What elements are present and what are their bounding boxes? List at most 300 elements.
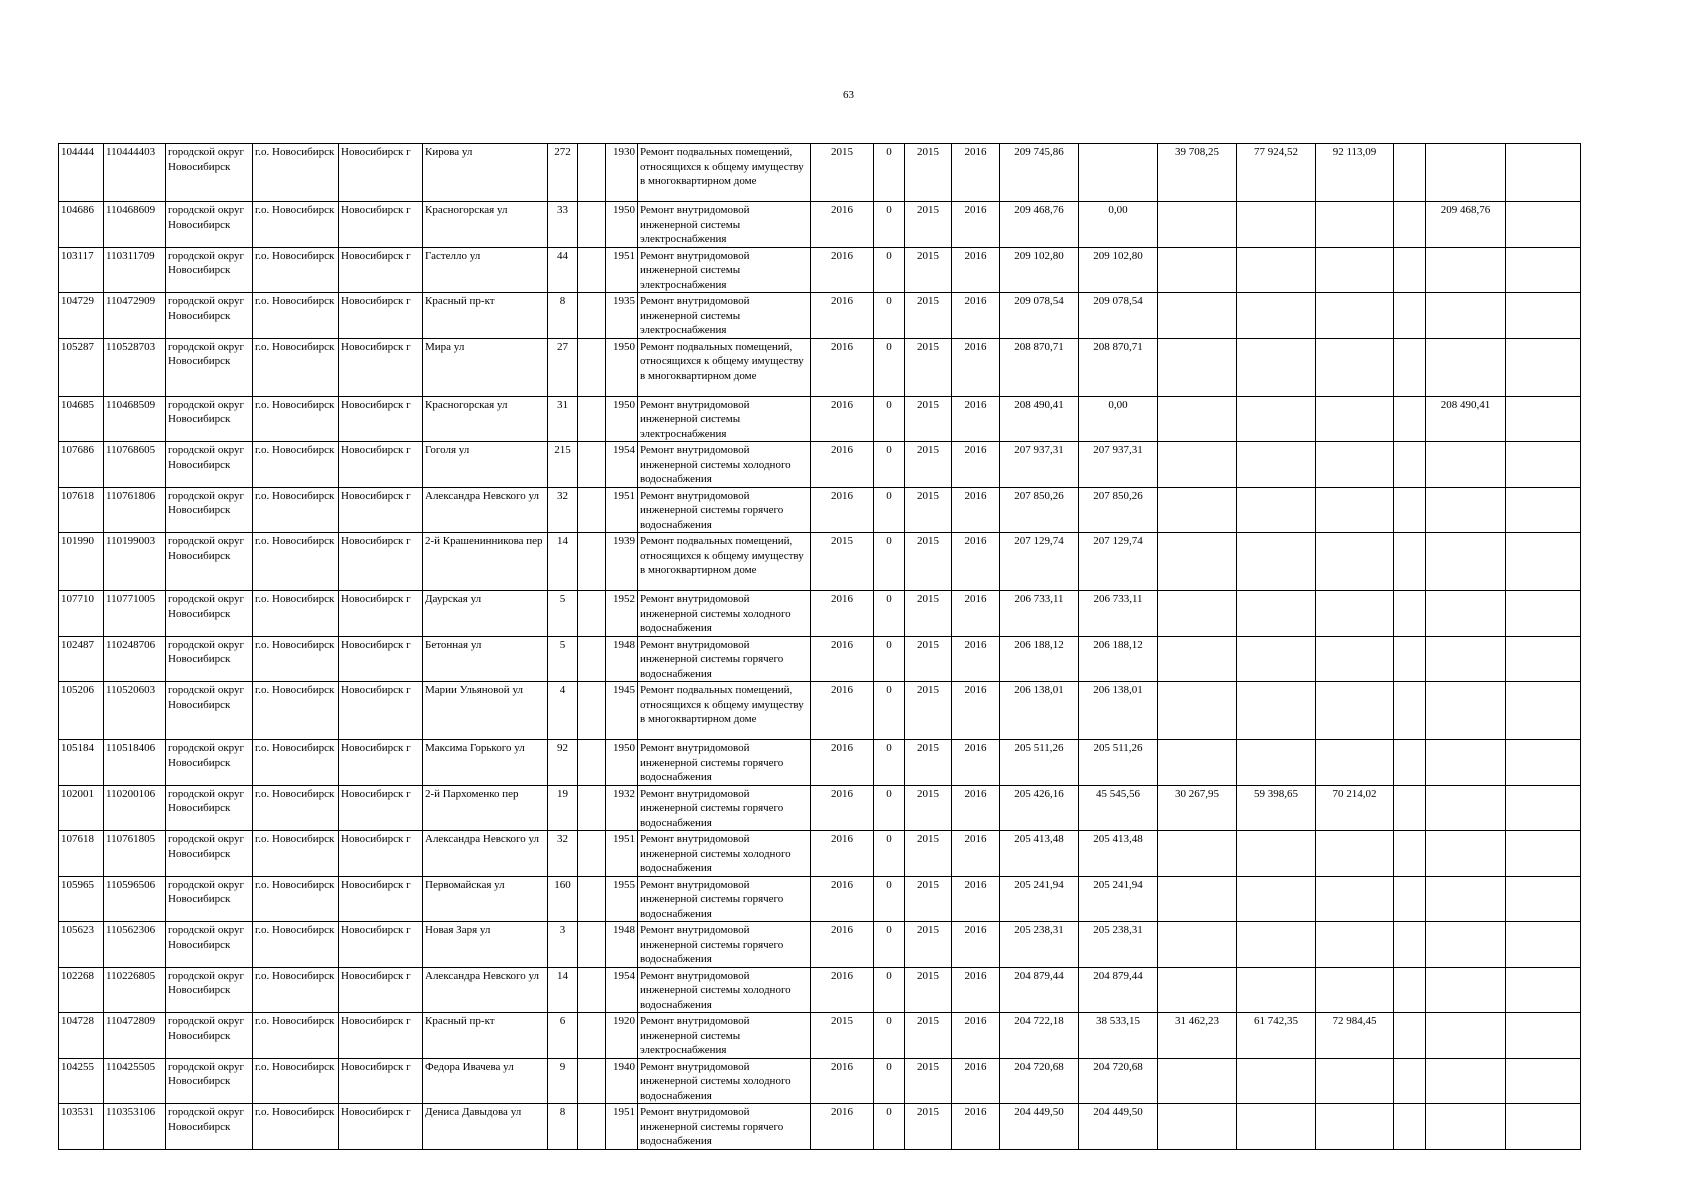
cell-municipal-district: городской округ Новосибирск [166, 591, 253, 637]
cell-house-code: 110468609 [104, 202, 166, 248]
cell-municipality: г.о. Новосибирск [253, 740, 339, 786]
cell-total-cost: 208 870,71 [1000, 338, 1079, 396]
cell-house-number: 9 [548, 1058, 578, 1104]
cell-cost-c [1237, 922, 1316, 968]
table-row [59, 682, 1581, 740]
cell-period-end: 2016 [952, 247, 1000, 293]
cell-street: 2-й Пархоменко пер [423, 785, 548, 831]
cell-house-number: 5 [548, 591, 578, 637]
table-row [59, 396, 1581, 442]
cell-cost-f [1426, 785, 1506, 831]
cell-cost-c [1237, 202, 1316, 248]
cell-cost-f: 208 490,41 [1426, 396, 1506, 442]
cell-object-id: 107710 [59, 591, 104, 637]
cell-total-cost: 209 078,54 [1000, 293, 1079, 339]
cell-building [578, 785, 606, 831]
cell-cost-g [1506, 1058, 1581, 1104]
cell-cost-f [1426, 247, 1506, 293]
cell-locality: Новосибирск г [339, 785, 423, 831]
cell-work-type: Ремонт внутридомовой инженерной системы электроснабжения [638, 293, 811, 339]
cell-planned-year: 2016 [811, 740, 874, 786]
cell-building [578, 144, 606, 202]
cell-cost-g [1506, 202, 1581, 248]
cell-cost-c [1237, 338, 1316, 396]
cell-municipality: г.о. Новосибирск [253, 247, 339, 293]
cell-total-cost: 205 241,94 [1000, 876, 1079, 922]
cell-cost-g [1506, 831, 1581, 877]
cell-building [578, 1104, 606, 1150]
cell-cost-b [1158, 338, 1237, 396]
cell-cost-c [1237, 876, 1316, 922]
cell-object-id: 107686 [59, 442, 104, 488]
cell-street: Мира ул [423, 338, 548, 396]
cell-locality: Новосибирск г [339, 396, 423, 442]
cell-year-built: 1951 [606, 487, 638, 533]
cell-municipal-district: городской округ Новосибирск [166, 202, 253, 248]
cell-cost-a: 204 720,68 [1079, 1058, 1158, 1104]
cell-building [578, 740, 606, 786]
cell-total-cost: 207 937,31 [1000, 442, 1079, 488]
cell-cost-e [1394, 682, 1426, 740]
cell-period-end: 2016 [952, 396, 1000, 442]
cell-house-number: 5 [548, 636, 578, 682]
cell-cost-e [1394, 967, 1426, 1013]
cell-cost-d [1316, 202, 1394, 248]
cell-work-type: Ремонт внутридомовой инженерной системы горячего водоснабжения [638, 785, 811, 831]
cell-object-id: 104444 [59, 144, 104, 202]
cell-total-cost: 205 511,26 [1000, 740, 1079, 786]
cell-cost-d [1316, 338, 1394, 396]
table-row [59, 831, 1581, 877]
cell-cost-f [1426, 831, 1506, 877]
cell-period-start: 2015 [905, 293, 952, 339]
cell-building [578, 831, 606, 877]
cell-cost-e [1394, 922, 1426, 968]
cell-street: Новая Заря ул [423, 922, 548, 968]
cell-zero-flag: 0 [874, 591, 905, 637]
cell-house-number: 33 [548, 202, 578, 248]
cell-cost-b [1158, 533, 1237, 591]
cell-building [578, 247, 606, 293]
cell-house-number: 8 [548, 293, 578, 339]
cell-cost-d: 72 984,45 [1316, 1013, 1394, 1059]
cell-object-id: 104686 [59, 202, 104, 248]
cell-period-end: 2016 [952, 1104, 1000, 1150]
cell-cost-a: 205 413,48 [1079, 831, 1158, 877]
cell-municipal-district: городской округ Новосибирск [166, 144, 253, 202]
cell-building [578, 967, 606, 1013]
cell-house-code: 110248706 [104, 636, 166, 682]
cell-house-code: 110200106 [104, 785, 166, 831]
cell-building [578, 396, 606, 442]
cell-locality: Новосибирск г [339, 831, 423, 877]
cell-municipal-district: городской округ Новосибирск [166, 831, 253, 877]
cell-year-built: 1932 [606, 785, 638, 831]
cell-municipal-district: городской округ Новосибирск [166, 247, 253, 293]
cell-object-id: 104728 [59, 1013, 104, 1059]
cell-cost-g [1506, 740, 1581, 786]
cell-total-cost: 204 449,50 [1000, 1104, 1079, 1150]
cell-work-type: Ремонт внутридомовой инженерной системы горячего водоснабжения [638, 1104, 811, 1150]
cell-object-id: 107618 [59, 831, 104, 877]
cell-cost-g [1506, 636, 1581, 682]
cell-street: Красный пр-кт [423, 1013, 548, 1059]
cell-municipal-district: городской округ Новосибирск [166, 785, 253, 831]
cell-cost-f [1426, 1058, 1506, 1104]
cell-work-type: Ремонт внутридомовой инженерной системы горячего водоснабжения [638, 876, 811, 922]
cell-cost-f [1426, 338, 1506, 396]
cell-cost-d [1316, 740, 1394, 786]
table-row [59, 740, 1581, 786]
cell-house-number: 27 [548, 338, 578, 396]
cell-house-number: 32 [548, 831, 578, 877]
table-row [59, 591, 1581, 637]
cell-year-built: 1950 [606, 202, 638, 248]
cell-municipality: г.о. Новосибирск [253, 636, 339, 682]
cell-work-type: Ремонт внутридомовой инженерной системы электроснабжения [638, 396, 811, 442]
cell-locality: Новосибирск г [339, 293, 423, 339]
cell-cost-b [1158, 636, 1237, 682]
cell-locality: Новосибирск г [339, 442, 423, 488]
table-row [59, 202, 1581, 248]
cell-locality: Новосибирск г [339, 247, 423, 293]
cell-total-cost: 208 490,41 [1000, 396, 1079, 442]
cell-cost-d [1316, 591, 1394, 637]
table-row [59, 293, 1581, 339]
cell-total-cost: 209 468,76 [1000, 202, 1079, 248]
cell-municipal-district: городской округ Новосибирск [166, 967, 253, 1013]
table-row [59, 533, 1581, 591]
cell-zero-flag: 0 [874, 876, 905, 922]
cell-street: Марии Ульяновой ул [423, 682, 548, 740]
cell-zero-flag: 0 [874, 922, 905, 968]
cell-cost-c [1237, 247, 1316, 293]
cell-cost-g [1506, 338, 1581, 396]
cell-cost-c [1237, 293, 1316, 339]
cell-street: Федора Ивачева ул [423, 1058, 548, 1104]
cell-cost-d [1316, 247, 1394, 293]
cell-work-type: Ремонт внутридомовой инженерной системы холодного водоснабжения [638, 831, 811, 877]
cell-work-type: Ремонт внутридомовой инженерной системы холодного водоснабжения [638, 1058, 811, 1104]
cell-zero-flag: 0 [874, 967, 905, 1013]
cell-cost-f [1426, 1013, 1506, 1059]
cell-cost-a: 45 545,56 [1079, 785, 1158, 831]
cell-period-end: 2016 [952, 338, 1000, 396]
cell-municipality: г.о. Новосибирск [253, 338, 339, 396]
cell-year-built: 1951 [606, 247, 638, 293]
cell-cost-e [1394, 293, 1426, 339]
cell-street: Красный пр-кт [423, 293, 548, 339]
cell-zero-flag: 0 [874, 1058, 905, 1104]
cell-planned-year: 2016 [811, 591, 874, 637]
cell-zero-flag: 0 [874, 1013, 905, 1059]
cell-building [578, 591, 606, 637]
cell-house-code: 110444403 [104, 144, 166, 202]
cell-municipality: г.о. Новосибирск [253, 1058, 339, 1104]
cell-period-start: 2015 [905, 396, 952, 442]
cell-cost-b [1158, 682, 1237, 740]
cell-municipality: г.о. Новосибирск [253, 1104, 339, 1150]
cell-cost-g [1506, 144, 1581, 202]
cell-cost-d [1316, 442, 1394, 488]
cell-period-end: 2016 [952, 533, 1000, 591]
cell-cost-b [1158, 1058, 1237, 1104]
cell-cost-e [1394, 202, 1426, 248]
cell-zero-flag: 0 [874, 740, 905, 786]
cell-locality: Новосибирск г [339, 1013, 423, 1059]
cell-object-id: 101990 [59, 533, 104, 591]
cell-cost-f [1426, 487, 1506, 533]
cell-period-start: 2015 [905, 533, 952, 591]
cell-cost-b [1158, 967, 1237, 1013]
cell-house-code: 110425505 [104, 1058, 166, 1104]
cell-cost-e [1394, 876, 1426, 922]
cell-period-start: 2015 [905, 591, 952, 637]
cell-work-type: Ремонт внутридомовой инженерной системы холодного водоснабжения [638, 591, 811, 637]
cell-cost-f [1426, 922, 1506, 968]
cell-period-start: 2015 [905, 636, 952, 682]
cell-period-start: 2015 [905, 740, 952, 786]
cell-municipal-district: городской округ Новосибирск [166, 442, 253, 488]
cell-locality: Новосибирск г [339, 740, 423, 786]
cell-planned-year: 2016 [811, 396, 874, 442]
cell-period-end: 2016 [952, 922, 1000, 968]
cell-cost-f [1426, 740, 1506, 786]
cell-house-number: 272 [548, 144, 578, 202]
cell-period-start: 2015 [905, 338, 952, 396]
cell-total-cost: 206 733,11 [1000, 591, 1079, 637]
cell-street: Красногорская ул [423, 396, 548, 442]
cell-zero-flag: 0 [874, 202, 905, 248]
cell-cost-f [1426, 293, 1506, 339]
cell-municipal-district: городской округ Новосибирск [166, 1104, 253, 1150]
cell-building [578, 1013, 606, 1059]
cell-zero-flag: 0 [874, 1104, 905, 1150]
cell-cost-c: 61 742,35 [1237, 1013, 1316, 1059]
cell-object-id: 102487 [59, 636, 104, 682]
cell-cost-c [1237, 442, 1316, 488]
cell-cost-e [1394, 831, 1426, 877]
cell-year-built: 1954 [606, 967, 638, 1013]
cell-street: Бетонная ул [423, 636, 548, 682]
cell-cost-a: 206 188,12 [1079, 636, 1158, 682]
cell-planned-year: 2016 [811, 202, 874, 248]
cell-house-code: 110468509 [104, 396, 166, 442]
cell-cost-c [1237, 396, 1316, 442]
cell-work-type: Ремонт подвальных помещений, относящихся к общему имуществу в многоквартирном доме [638, 338, 811, 396]
cell-cost-a [1079, 144, 1158, 202]
cell-cost-a: 205 241,94 [1079, 876, 1158, 922]
cell-locality: Новосибирск г [339, 1104, 423, 1150]
cell-street: Александра Невского ул [423, 967, 548, 1013]
cell-cost-d: 92 113,09 [1316, 144, 1394, 202]
cell-cost-c [1237, 1058, 1316, 1104]
cell-year-built: 1950 [606, 396, 638, 442]
cell-total-cost: 204 720,68 [1000, 1058, 1079, 1104]
cell-cost-e [1394, 338, 1426, 396]
cell-municipality: г.о. Новосибирск [253, 831, 339, 877]
cell-cost-b [1158, 591, 1237, 637]
cell-cost-f [1426, 1104, 1506, 1150]
cell-year-built: 1950 [606, 740, 638, 786]
cell-total-cost: 207 129,74 [1000, 533, 1079, 591]
cell-house-code: 110472809 [104, 1013, 166, 1059]
cell-cost-a: 205 238,31 [1079, 922, 1158, 968]
table-row [59, 922, 1581, 968]
cell-planned-year: 2016 [811, 293, 874, 339]
cell-building [578, 636, 606, 682]
cell-municipality: г.о. Новосибирск [253, 967, 339, 1013]
cell-cost-e [1394, 396, 1426, 442]
cell-period-start: 2015 [905, 487, 952, 533]
cell-building [578, 338, 606, 396]
table-row [59, 636, 1581, 682]
cell-municipality: г.о. Новосибирск [253, 922, 339, 968]
cell-cost-a: 209 078,54 [1079, 293, 1158, 339]
cell-house-number: 3 [548, 922, 578, 968]
cell-zero-flag: 0 [874, 533, 905, 591]
cell-total-cost: 206 188,12 [1000, 636, 1079, 682]
cell-house-code: 110311709 [104, 247, 166, 293]
cell-total-cost: 205 238,31 [1000, 922, 1079, 968]
cell-house-number: 32 [548, 487, 578, 533]
cell-object-id: 105287 [59, 338, 104, 396]
cell-cost-b [1158, 202, 1237, 248]
cell-period-start: 2015 [905, 247, 952, 293]
cell-street: Первомайская ул [423, 876, 548, 922]
cell-cost-a: 38 533,15 [1079, 1013, 1158, 1059]
cell-cost-e [1394, 144, 1426, 202]
cell-total-cost: 209 745,86 [1000, 144, 1079, 202]
cell-period-start: 2015 [905, 1104, 952, 1150]
cell-locality: Новосибирск г [339, 202, 423, 248]
cell-cost-g [1506, 682, 1581, 740]
cell-building [578, 202, 606, 248]
cell-house-code: 110768605 [104, 442, 166, 488]
cell-work-type: Ремонт внутридомовой инженерной системы электроснабжения [638, 1013, 811, 1059]
cell-planned-year: 2016 [811, 338, 874, 396]
cell-municipality: г.о. Новосибирск [253, 591, 339, 637]
cell-work-type: Ремонт внутридомовой инженерной системы горячего водоснабжения [638, 636, 811, 682]
cell-period-start: 2015 [905, 831, 952, 877]
cell-cost-e [1394, 591, 1426, 637]
cell-cost-e [1394, 487, 1426, 533]
cell-cost-d: 70 214,02 [1316, 785, 1394, 831]
cell-year-built: 1951 [606, 1104, 638, 1150]
cell-planned-year: 2015 [811, 533, 874, 591]
cell-period-start: 2015 [905, 967, 952, 1013]
cell-house-code: 110353106 [104, 1104, 166, 1150]
cell-zero-flag: 0 [874, 636, 905, 682]
cell-street: Дениса Давыдова ул [423, 1104, 548, 1150]
cell-cost-e [1394, 785, 1426, 831]
cell-planned-year: 2016 [811, 785, 874, 831]
table-row [59, 442, 1581, 488]
cell-municipality: г.о. Новосибирск [253, 202, 339, 248]
cell-municipal-district: городской округ Новосибирск [166, 636, 253, 682]
cell-cost-g [1506, 293, 1581, 339]
cell-cost-g [1506, 1104, 1581, 1150]
cell-period-end: 2016 [952, 1013, 1000, 1059]
cell-cost-c [1237, 636, 1316, 682]
cell-cost-g [1506, 247, 1581, 293]
cell-zero-flag: 0 [874, 487, 905, 533]
cell-object-id: 105184 [59, 740, 104, 786]
cell-period-end: 2016 [952, 1058, 1000, 1104]
cell-street: Гастелло ул [423, 247, 548, 293]
cell-object-id: 103531 [59, 1104, 104, 1150]
cell-period-start: 2015 [905, 1058, 952, 1104]
cell-house-number: 31 [548, 396, 578, 442]
cell-year-built: 1930 [606, 144, 638, 202]
cell-cost-d [1316, 1104, 1394, 1150]
cell-cost-d [1316, 876, 1394, 922]
cell-house-code: 110472909 [104, 293, 166, 339]
table-row [59, 144, 1581, 202]
cell-cost-g [1506, 785, 1581, 831]
cell-building [578, 876, 606, 922]
cell-cost-f [1426, 144, 1506, 202]
cell-house-number: 160 [548, 876, 578, 922]
cell-house-number: 44 [548, 247, 578, 293]
cell-cost-c [1237, 740, 1316, 786]
cell-house-code: 110199003 [104, 533, 166, 591]
cell-house-code: 110518406 [104, 740, 166, 786]
cell-cost-c: 77 924,52 [1237, 144, 1316, 202]
cell-house-number: 8 [548, 1104, 578, 1150]
cell-locality: Новосибирск г [339, 682, 423, 740]
cell-cost-c [1237, 487, 1316, 533]
cell-object-id: 102268 [59, 967, 104, 1013]
cell-municipal-district: городской округ Новосибирск [166, 682, 253, 740]
cell-cost-d [1316, 533, 1394, 591]
cell-period-end: 2016 [952, 682, 1000, 740]
cell-cost-a: 206 733,11 [1079, 591, 1158, 637]
cell-object-id: 104685 [59, 396, 104, 442]
cell-cost-a: 207 129,74 [1079, 533, 1158, 591]
cell-object-id: 104729 [59, 293, 104, 339]
cell-cost-b [1158, 247, 1237, 293]
cell-building [578, 533, 606, 591]
cell-year-built: 1920 [606, 1013, 638, 1059]
cell-planned-year: 2015 [811, 1013, 874, 1059]
cell-cost-g [1506, 533, 1581, 591]
cell-period-end: 2016 [952, 442, 1000, 488]
cell-cost-e [1394, 1013, 1426, 1059]
cell-municipal-district: городской округ Новосибирск [166, 922, 253, 968]
cell-house-number: 14 [548, 967, 578, 1013]
cell-house-code: 110596506 [104, 876, 166, 922]
cell-street: Александра Невского ул [423, 487, 548, 533]
cell-cost-g [1506, 967, 1581, 1013]
cell-zero-flag: 0 [874, 144, 905, 202]
table-row [59, 338, 1581, 396]
cell-locality: Новосибирск г [339, 591, 423, 637]
cell-period-start: 2015 [905, 144, 952, 202]
cell-planned-year: 2016 [811, 922, 874, 968]
cell-cost-b [1158, 396, 1237, 442]
cell-cost-d [1316, 293, 1394, 339]
cell-municipality: г.о. Новосибирск [253, 396, 339, 442]
cell-cost-d [1316, 636, 1394, 682]
cell-cost-f [1426, 682, 1506, 740]
cell-period-end: 2016 [952, 831, 1000, 877]
cell-planned-year: 2016 [811, 487, 874, 533]
cell-year-built: 1955 [606, 876, 638, 922]
cell-cost-a: 208 870,71 [1079, 338, 1158, 396]
cell-cost-f [1426, 636, 1506, 682]
cell-planned-year: 2016 [811, 1104, 874, 1150]
